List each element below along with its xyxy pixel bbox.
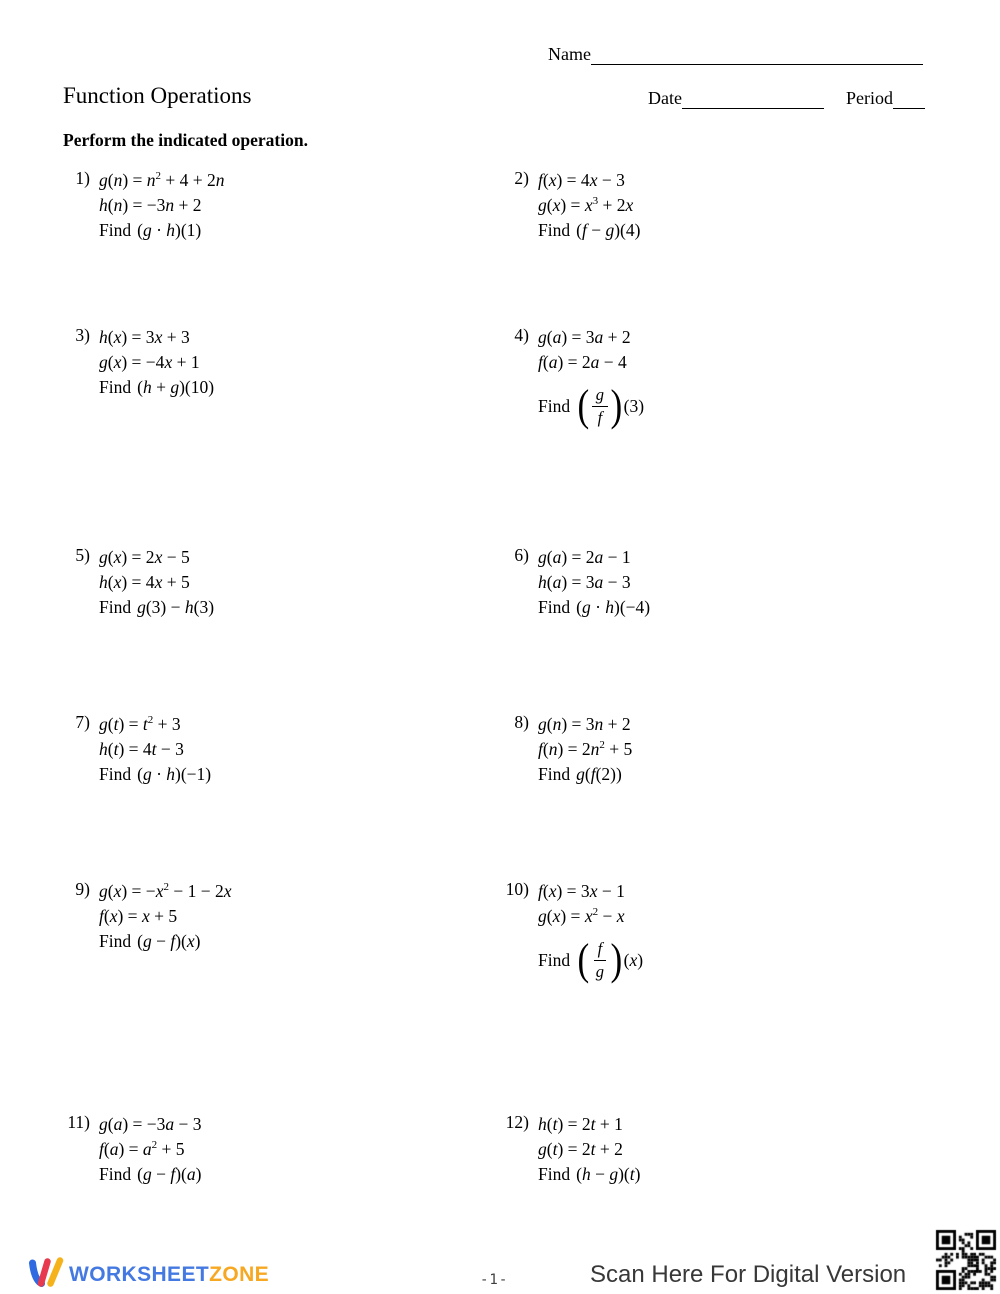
problem-number: 4) <box>514 325 529 345</box>
function-definition: h(n) = −3n + 2 <box>99 195 202 215</box>
find-line <box>99 1162 202 1187</box>
problem-11 <box>64 1112 202 1187</box>
find-line <box>99 218 225 243</box>
function-definition: f(x) = x + 5 <box>99 906 178 926</box>
name-field-row <box>548 44 923 65</box>
function-definition: g(x) = 2x − 5 <box>99 547 190 567</box>
open-paren: ( <box>577 935 590 984</box>
function-definition: g(n) = 3n + 2 <box>538 714 631 734</box>
find-line <box>538 595 650 620</box>
find-expression: (g − f)(x) <box>137 931 201 951</box>
close-paren: ) <box>610 935 623 984</box>
function-definition: h(t) = 4t − 3 <box>99 739 184 759</box>
find-label: Find <box>99 597 132 617</box>
problem-9 <box>64 879 232 954</box>
function-definition: $g(t) = t^2 + 3$ <box>99 714 181 734</box>
date-blank-line <box>682 89 824 109</box>
function-definition: $g(n) = n^2 + 4 + 2n$ <box>99 170 225 190</box>
find-label: Find <box>538 764 571 784</box>
period-blank-line <box>893 89 925 109</box>
find-label: Find <box>99 931 132 951</box>
function-definition: h(x) = 4x + 5 <box>99 572 190 592</box>
find-argument: (x) <box>623 949 644 970</box>
qr-code <box>934 1228 998 1292</box>
find-line <box>99 595 214 620</box>
find-expression: (h − g)(t) <box>576 1164 641 1184</box>
find-label: Find <box>538 220 571 240</box>
find-expression: (h + g)(10) <box>137 377 215 397</box>
problem-6 <box>503 545 650 620</box>
problem-12 <box>503 1112 640 1187</box>
problem-4 <box>503 325 644 434</box>
fraction-denominator: g <box>595 961 605 981</box>
function-definition: h(a) = 3a − 3 <box>538 572 631 592</box>
problem-number: 9) <box>75 879 90 899</box>
function-definition: f(a) = 2a − 4 <box>538 352 627 372</box>
problem-number: 6) <box>514 545 529 565</box>
scan-here-text: Scan Here For Digital Version <box>590 1261 907 1288</box>
close-paren: ) <box>610 381 623 430</box>
function-definition: h(x) = 3x + 3 <box>99 327 190 347</box>
date-label: Date <box>648 88 682 108</box>
problem-number: 7) <box>75 712 90 732</box>
function-definition: $f(a) = a^2 + 5$ <box>99 1139 185 1159</box>
find-label: Find <box>538 597 571 617</box>
function-definition: $f(n) = 2n^2 + 5$ <box>538 739 633 759</box>
find-expression: (g · h)(−1) <box>137 764 212 784</box>
find-expression: g(3) − h(3) <box>137 597 215 617</box>
find-label: Find <box>538 1164 571 1184</box>
function-definition: g(a) = 3a + 2 <box>538 327 631 347</box>
function-definition: $g(x) = x^3 + 2x$ <box>538 195 634 215</box>
problem-number: 11) <box>67 1112 90 1132</box>
worksheetzone-logo <box>28 1255 269 1294</box>
function-definition: $g(x) = -x^2 - 1 - 2x$ <box>99 881 232 901</box>
find-line <box>538 378 644 434</box>
fraction-denominator: f <box>597 407 603 427</box>
function-definition: f(x) = 3x − 1 <box>538 881 625 901</box>
find-label: Find <box>99 377 132 397</box>
fraction <box>592 385 608 428</box>
find-line <box>99 929 232 954</box>
problem-number: 1) <box>75 168 90 188</box>
problem-5 <box>64 545 214 620</box>
problem-number: 5) <box>75 545 90 565</box>
problem-8 <box>503 712 632 787</box>
find-line <box>99 762 211 787</box>
find-argument: (3) <box>623 395 645 416</box>
find-expression: (f − g)(4) <box>576 220 641 240</box>
function-definition: h(t) = 2t + 1 <box>538 1114 623 1134</box>
function-definition: g(x) = −4x + 1 <box>99 352 200 372</box>
find-expression: (g · h)(−4) <box>576 597 651 617</box>
find-label: Find <box>538 395 571 416</box>
find-line <box>538 762 632 787</box>
instruction-text: Perform the indicated operation. <box>63 130 308 150</box>
function-definition: g(a) = −3a − 3 <box>99 1114 202 1134</box>
problem-number: 8) <box>514 712 529 732</box>
find-expression: g(f(2)) <box>576 764 622 784</box>
problem-7 <box>64 712 211 787</box>
name-label: Name <box>548 44 591 64</box>
problem-10 <box>503 879 643 988</box>
function-definition: $g(x) = x^2 - x$ <box>538 906 625 926</box>
find-label: Find <box>99 220 132 240</box>
worksheetzone-logo-icon <box>28 1255 64 1294</box>
fraction <box>592 939 608 982</box>
logo-text-worksheet: WORKSHEET <box>69 1262 210 1286</box>
problem-number: 10) <box>505 879 529 899</box>
logo-text-zone: ZONE <box>209 1262 270 1286</box>
date-period-row <box>648 88 925 109</box>
find-label: Find <box>538 949 571 970</box>
function-definition: g(a) = 2a − 1 <box>538 547 631 567</box>
problem-3 <box>64 325 214 400</box>
problem-number: 3) <box>75 325 90 345</box>
page-title: Function Operations <box>63 83 252 108</box>
problem-number: 2) <box>514 168 529 188</box>
find-expression: (g − f)(a) <box>137 1164 202 1184</box>
function-definition: g(t) = 2t + 2 <box>538 1139 623 1159</box>
find-line <box>99 375 214 400</box>
problem-number: 12) <box>505 1112 529 1132</box>
find-expression: (g · h)(1) <box>137 220 202 240</box>
find-line <box>538 218 640 243</box>
open-paren: ( <box>577 381 590 430</box>
problem-1 <box>64 168 225 243</box>
find-label: Find <box>99 764 132 784</box>
period-label: Period <box>845 88 893 108</box>
find-line <box>538 932 643 988</box>
fraction-numerator: g <box>592 385 608 407</box>
find-label: Find <box>99 1164 132 1184</box>
problem-2 <box>503 168 640 243</box>
function-definition: f(x) = 4x − 3 <box>538 170 625 190</box>
page-number: -1- <box>480 1272 509 1288</box>
name-blank-line <box>591 45 923 65</box>
fraction-numerator: f <box>594 939 607 961</box>
find-line <box>538 1162 640 1187</box>
